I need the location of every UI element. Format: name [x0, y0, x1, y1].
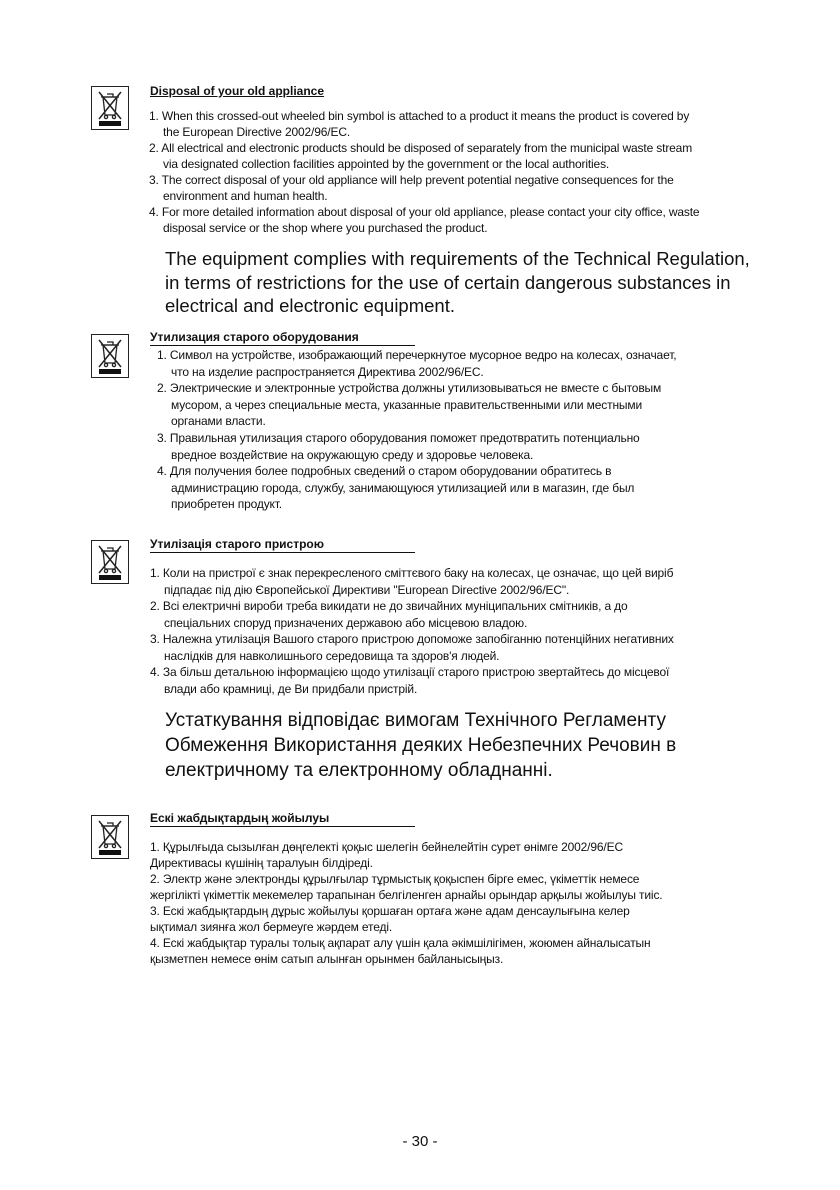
list-item-line: что на изделие распространяется Директива 2002/96/EC. — [171, 364, 484, 379]
list-item-line: приобретен продукт. — [171, 497, 282, 512]
list-item — [150, 565, 674, 598]
list-item-line: 1. When this crossed-out wheeled bin symbol is attached to a product it means the product is covered by — [149, 109, 690, 123]
heading-underline — [150, 345, 415, 346]
list-item-line: қызметпен немесе өнім сатып алынған орынмен байланысыңыз. — [150, 952, 504, 966]
list-item-line: disposal service or the shop where you purchased the product. — [163, 221, 488, 235]
list-item — [157, 347, 676, 380]
list-item — [150, 664, 674, 697]
list-item — [157, 430, 676, 463]
list-item-line: ықтимал зиянға жол бермеуге жәрдем етеді. — [150, 920, 393, 934]
statement-line: Обмеження Використання деяких Небезпечних Речовин в — [165, 735, 677, 756]
list-item-line: Директивасы күшінің таралуын білдіреді. — [150, 856, 373, 870]
list-item-line: 1. Құрылғыда сызылған дөңгелекті қоқыс шелегін бейнелейтін сурет өнімге 2002/96/EC — [150, 840, 623, 854]
list-item — [149, 204, 699, 236]
section-heading-en: Disposal of your old appliance — [150, 84, 325, 98]
list-item-line: влади або крамниці, де Ви придбали пристрій. — [164, 681, 418, 696]
list-item — [150, 598, 674, 631]
list-item — [157, 463, 676, 513]
list-item — [149, 140, 699, 172]
list-item-line: жергілікті үкіметтік мекемелер тарапынан белгіленген арнайы орындар арқылы жойылуы тиіс. — [150, 888, 663, 902]
list-item-line: 4. За більш детальною інформацією щодо утилізації старого пристрою звертайтесь до місцевої — [150, 665, 670, 679]
list-kk — [150, 839, 663, 967]
statement-line: електричному та електронному обладнанні. — [165, 760, 553, 781]
heading-underline — [150, 826, 415, 827]
compliance-statement-uk — [165, 708, 676, 783]
list-item — [150, 903, 663, 935]
list-item-line: 4. For more detailed information about disposal of your old appliance, please contact your city office, waste — [149, 205, 700, 219]
list-item-line: the European Directive 2002/96/EC. — [163, 125, 351, 139]
list-item-line: органами власти. — [171, 414, 266, 429]
list-item-line: 2. Электрические и электронные устройства должны утилизовываться не вместе с бытовым — [157, 381, 662, 396]
list-item — [150, 935, 663, 967]
list-item-line: вредное воздействие на окружающую среду и здоровье человека. — [171, 447, 534, 462]
list-item — [150, 871, 663, 903]
list-item-line: environment and human health. — [163, 189, 328, 203]
list-item-line: 1. Коли на пристрої є знак перекресленого сміттєвого баку на колесах, це означає, що цей виріб — [150, 566, 674, 580]
statement-line: electrical and electronic equipment. — [165, 295, 455, 316]
list-item — [157, 380, 676, 430]
list-item-line: наслідків для навколишнього середовища та здоров'я людей. — [164, 648, 500, 663]
section-heading-kk: Ескі жабдықтардың жойылуы — [150, 811, 330, 825]
list-item — [150, 631, 674, 664]
list-item-line: 3. Правильная утилизация старого оборудования поможет предотвратить потенциально — [157, 430, 640, 445]
crossed-out-bin-icon — [91, 540, 129, 584]
list-item — [149, 108, 699, 140]
list-item-line: via designated collection facilities appointed by the government or the local authorities. — [163, 157, 610, 171]
compliance-statement-en — [165, 247, 750, 318]
list-en — [149, 108, 699, 236]
list-item-line: підпадає під дію Європейської Директиви "European Directive 2002/96/EC". — [164, 582, 570, 597]
crossed-out-bin-icon — [91, 815, 129, 859]
list-item — [149, 172, 699, 204]
crossed-out-bin-icon — [91, 334, 129, 378]
list-ru — [157, 347, 676, 513]
list-item-line: спеціальних споруд призначених державою або місцевою владою. — [164, 615, 528, 630]
list-item-line: 3. Належна утилізація Вашого старого пристрою допоможе запобіганню потенційних негативних — [150, 632, 674, 646]
list-item-line: 4. Для получения более подробных сведений о старом оборудовании обратитесь в — [157, 464, 612, 479]
list-item — [150, 839, 663, 871]
list-item-line: 2. Всі електричні вироби треба викидати не до звичайних муніципальних смітників, а до — [150, 599, 628, 613]
list-item-line: 4. Ескі жабдықтар туралы толық ақпарат алу үшін қала әкімшілігімен, жоюмен айналысатын — [150, 936, 651, 950]
list-item-line: администрацию города, службу, занимающуюся утилизацией или в магазин, где был — [171, 480, 635, 495]
statement-line: The equipment complies with requirements of the Technical Regulation, — [165, 248, 750, 269]
list-uk — [150, 565, 674, 697]
list-item-line: мусором, а через специальные места, указанные правительственными или местными — [171, 397, 643, 412]
list-item-line: 3. Ескі жабдықтардың дұрыс жойылуы қоршаған ортаға және адам денсаулығына келер — [150, 904, 630, 918]
section-heading-uk: Утилізація старого пристрою — [150, 537, 325, 551]
statement-line: in terms of restrictions for the use of certain dangerous substances in — [165, 271, 731, 293]
crossed-out-bin-icon — [91, 86, 129, 130]
page-number: - 30 - — [402, 1133, 438, 1150]
statement-line: Устаткування відповідає вимогам Технічного Регламенту — [165, 710, 666, 731]
heading-underline — [150, 552, 415, 553]
list-item-line: 1. Символ на устройстве, изображающий перечеркнутое мусорное ведро на колесах, означает, — [157, 348, 677, 362]
section-heading-ru: Утилизация старого оборудования — [150, 330, 359, 344]
list-item-line: 3. The correct disposal of your old appliance will help prevent potential negative consequences for the — [149, 173, 674, 187]
list-item-line: 2. All electrical and electronic products should be disposed of separately from the municipal waste stream — [149, 141, 693, 155]
list-item-line: 2. Электр және электронды құрылғылар тұрмыстық қоқыспен бірге емес, үкіметтік немесе — [150, 872, 640, 886]
